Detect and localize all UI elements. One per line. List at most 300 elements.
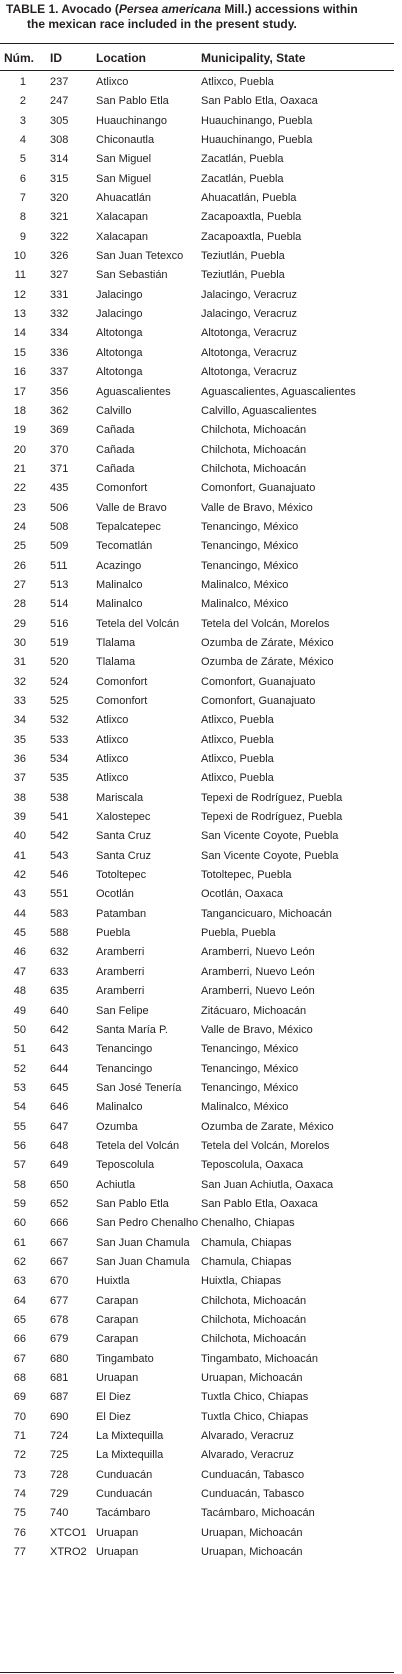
cell-num: 74 <box>13 1488 26 1501</box>
cell-num: 24 <box>13 520 26 533</box>
cell-location: Malinalco <box>96 598 143 611</box>
cell-id: 237 <box>50 76 69 88</box>
cell-num: 44 <box>13 907 26 920</box>
cell-municipality: Tenancingo, México <box>201 559 299 572</box>
cell-num: 39 <box>13 811 26 824</box>
cell-municipality: Tingambato, Michoacán <box>201 1352 318 1365</box>
cell-id: 332 <box>50 308 69 321</box>
caption-prefix: TABLE 1. Avocado ( <box>6 2 119 16</box>
cell-num: 64 <box>13 1294 26 1307</box>
cell-location: El Diez <box>96 1391 131 1404</box>
cell-id: 633 <box>50 965 69 978</box>
cell-id: 337 <box>50 366 69 379</box>
cell-num: 21 <box>13 462 26 475</box>
table-row <box>0 1040 394 1059</box>
cell-id: 729 <box>50 1488 69 1501</box>
cell-id: 648 <box>50 1139 69 1152</box>
cell-municipality: Malinalco, México <box>201 578 289 591</box>
cell-location: San Miguel <box>96 153 152 166</box>
cell-id: 525 <box>50 695 69 707</box>
cell-num: 3 <box>19 114 26 127</box>
table-top-rule <box>0 43 394 44</box>
table-caption <box>6 2 398 32</box>
cell-num: 5 <box>19 153 26 166</box>
table-row <box>0 460 394 479</box>
cell-municipality: Ozumba de Zárate, México <box>201 656 334 669</box>
cell-location: La Mixtequilla <box>96 1430 164 1443</box>
table-row <box>0 1079 394 1098</box>
cell-num: 34 <box>13 714 26 727</box>
table-row <box>0 479 394 498</box>
cell-location: Tingambato <box>96 1352 154 1365</box>
cell-location: Acazingo <box>96 559 142 572</box>
cell-municipality: Tenancingo, México <box>201 1062 299 1075</box>
cell-id: 666 <box>50 1217 69 1230</box>
cell-location: San Pedro Chenalho <box>96 1217 199 1230</box>
cell-location: Tenancingo <box>96 1043 153 1056</box>
cell-num: 14 <box>13 327 26 340</box>
table-row <box>0 131 394 150</box>
table-row <box>0 711 394 730</box>
cell-location: Atlixco <box>96 772 129 785</box>
cell-municipality: Atlixco, Puebla <box>201 76 274 88</box>
cell-id: 647 <box>50 1120 69 1133</box>
table-row <box>0 1446 394 1465</box>
cell-id: 542 <box>50 830 69 843</box>
cell-num: 27 <box>13 578 26 591</box>
cell-id: 314 <box>50 153 69 166</box>
cell-num: 61 <box>13 1236 26 1249</box>
table-row <box>0 208 394 227</box>
table-row <box>0 189 394 208</box>
cell-location: Atlixco <box>96 714 129 727</box>
cell-municipality: Comonfort, Guanajuato <box>201 675 316 688</box>
cell-location: Altotonga <box>96 346 143 359</box>
cell-num: 33 <box>13 695 26 707</box>
table-row <box>0 1466 394 1485</box>
cell-location: San Juan Tetexco <box>96 250 184 263</box>
table-row <box>0 73 394 92</box>
caption-species: Persea americana <box>118 2 221 16</box>
cell-id: XTCO1 <box>50 1526 87 1539</box>
cell-municipality: Cunduacán, Tabasco <box>201 1488 305 1501</box>
cell-num: 73 <box>13 1468 26 1481</box>
cell-id: 644 <box>50 1062 69 1075</box>
cell-municipality: Chilchota, Michoacán <box>201 443 307 456</box>
cell-location: Tepalcatepec <box>96 520 161 533</box>
cell-num: 40 <box>13 830 26 843</box>
cell-location: Ocotlán <box>96 888 134 901</box>
cell-num: 9 <box>19 230 26 243</box>
cell-id: 725 <box>50 1449 69 1462</box>
header-municipality: Municipality, State <box>201 51 306 65</box>
caption-line2: the mexican race included in the present study. <box>27 17 297 31</box>
cell-municipality: Calvillo, Aguascalientes <box>201 404 317 417</box>
table-row <box>0 769 394 788</box>
cell-num: 70 <box>13 1410 26 1423</box>
cell-location: Totoltepec <box>96 869 147 882</box>
table-row <box>0 1253 394 1272</box>
cell-id: 331 <box>50 288 69 301</box>
cell-location: Tecomatlán <box>96 540 153 553</box>
table-row <box>0 808 394 827</box>
cell-num: 26 <box>13 559 26 572</box>
cell-location: Mariscala <box>96 791 144 804</box>
cell-municipality: Huauchinango, Puebla <box>201 134 313 147</box>
cell-num: 25 <box>13 540 26 553</box>
cell-municipality: Zitácuaro, Michoacán <box>201 1004 307 1017</box>
cell-id: 336 <box>50 346 69 359</box>
cell-municipality: Zacapoaxtla, Puebla <box>201 230 302 243</box>
cell-id: 327 <box>50 269 69 282</box>
cell-location: Tenancingo <box>96 1062 153 1075</box>
cell-id: 370 <box>50 443 69 456</box>
cell-location: San José Tenería <box>96 1081 182 1094</box>
table-row <box>0 1408 394 1427</box>
cell-municipality: Zacatlán, Puebla <box>201 172 284 185</box>
cell-num: 6 <box>19 172 26 185</box>
table-row <box>0 1021 394 1040</box>
cell-num: 22 <box>13 482 26 495</box>
cell-num: 45 <box>13 927 26 940</box>
cell-location: Chiconautla <box>96 134 155 147</box>
cell-municipality: Tuxtla Chico, Chiapas <box>201 1391 309 1404</box>
cell-location: San Miguel <box>96 172 152 185</box>
cell-num: 57 <box>13 1159 26 1172</box>
cell-municipality: Chilchota, Michoacán <box>201 1314 307 1326</box>
cell-municipality: Tetela del Volcán, Morelos <box>201 617 330 630</box>
cell-location: Uruapan <box>96 1546 139 1559</box>
cell-municipality: Valle de Bravo, México <box>201 1023 313 1036</box>
cell-location: Carapan <box>96 1314 139 1326</box>
cell-id: 670 <box>50 1275 69 1288</box>
cell-num: 56 <box>13 1139 26 1152</box>
cell-id: 645 <box>50 1081 69 1094</box>
cell-location: Xalostepec <box>96 811 151 824</box>
cell-num: 58 <box>13 1178 26 1191</box>
cell-location: Aramberri <box>96 985 145 998</box>
cell-municipality: Tenancingo, México <box>201 520 299 533</box>
cell-location: Tetela del Volcán <box>96 1139 180 1152</box>
table-row <box>0 344 394 363</box>
cell-location: Huauchinango <box>96 114 167 127</box>
cell-municipality: Altotonga, Veracruz <box>201 366 298 379</box>
cell-location: Cañada <box>96 443 135 456</box>
cell-id: 322 <box>50 230 69 243</box>
cell-num: 68 <box>13 1372 26 1385</box>
table-bottom-rule <box>0 1672 394 1673</box>
table-row <box>0 1311 394 1330</box>
table-row <box>0 866 394 885</box>
cell-id: 588 <box>50 927 69 940</box>
cell-location: San Juan Chamula <box>96 1236 190 1249</box>
table-row <box>0 789 394 808</box>
table-row <box>0 305 394 324</box>
table-row <box>0 1330 394 1349</box>
table-row <box>0 1388 394 1407</box>
cell-location: Aguascalientes <box>96 385 171 398</box>
cell-location: Ozumba <box>96 1120 138 1133</box>
cell-municipality: Chamula, Chiapas <box>201 1236 292 1249</box>
cell-num: 36 <box>13 753 26 766</box>
cell-municipality: Tenancingo, México <box>201 540 299 553</box>
cell-location: Aramberri <box>96 946 145 959</box>
cell-num: 71 <box>13 1430 26 1443</box>
cell-location: Atlixco <box>96 733 129 746</box>
table-row <box>0 421 394 440</box>
cell-location: Puebla <box>96 927 131 940</box>
cell-id: 650 <box>50 1178 69 1191</box>
cell-location: Tlalama <box>96 656 136 669</box>
cell-id: 320 <box>50 192 69 205</box>
cell-num: 66 <box>13 1333 26 1346</box>
cell-municipality: Aramberri, Nuevo León <box>201 965 315 978</box>
table-row <box>0 1524 394 1543</box>
cell-num: 32 <box>13 675 26 688</box>
cell-municipality: San Juan Achiutla, Oaxaca <box>201 1178 334 1191</box>
cell-municipality: Chilchota, Michoacán <box>201 462 307 475</box>
cell-id: 308 <box>50 134 69 147</box>
table-row <box>0 1176 394 1195</box>
cell-location: Teposcolula <box>96 1159 155 1172</box>
cell-id: 681 <box>50 1372 69 1385</box>
table-row <box>0 653 394 672</box>
cell-id: 334 <box>50 327 69 340</box>
cell-location: Xalacapan <box>96 230 148 243</box>
cell-municipality: Tepexi de Rodríguez, Puebla <box>201 791 343 804</box>
cell-id: 541 <box>50 811 69 824</box>
table-row <box>0 750 394 769</box>
cell-num: 19 <box>13 424 26 437</box>
cell-location: Cunduacán <box>96 1488 153 1501</box>
cell-location: Carapan <box>96 1294 139 1307</box>
table-row <box>0 1137 394 1156</box>
cell-num: 76 <box>13 1526 26 1539</box>
cell-num: 47 <box>13 965 26 978</box>
table-row <box>0 634 394 653</box>
table-row <box>0 499 394 518</box>
cell-id: 514 <box>50 598 69 611</box>
cell-id: 535 <box>50 772 69 785</box>
cell-municipality: Ocotlán, Oaxaca <box>201 888 283 901</box>
cell-num: 50 <box>13 1023 26 1036</box>
cell-id: XTRO2 <box>50 1546 87 1559</box>
cell-location: Altotonga <box>96 327 143 340</box>
cell-location: Santa Cruz <box>96 830 152 843</box>
cell-num: 42 <box>13 869 26 882</box>
cell-municipality: Uruapan, Michoacán <box>201 1372 303 1385</box>
cell-id: 740 <box>50 1507 69 1520</box>
cell-id: 326 <box>50 250 69 263</box>
table-header-rule <box>0 70 394 71</box>
table-row <box>0 363 394 382</box>
cell-municipality: Huauchinango, Puebla <box>201 114 313 127</box>
table-row <box>0 557 394 576</box>
cell-id: 690 <box>50 1410 69 1423</box>
table-row <box>0 1002 394 1021</box>
cell-num: 8 <box>19 211 26 224</box>
table-row <box>0 112 394 131</box>
cell-num: 54 <box>13 1101 26 1114</box>
cell-num: 77 <box>13 1546 26 1559</box>
table-row <box>0 982 394 1001</box>
cell-id: 677 <box>50 1294 69 1307</box>
cell-id: 305 <box>50 114 69 127</box>
cell-id: 356 <box>50 385 69 398</box>
cell-municipality: Comonfort, Guanajuato <box>201 695 316 707</box>
cell-location: El Diez <box>96 1410 131 1423</box>
table-row <box>0 1118 394 1137</box>
table-row <box>0 92 394 111</box>
cell-id: 506 <box>50 501 69 514</box>
cell-municipality: Tangancicuaro, Michoacán <box>201 907 332 920</box>
cell-num: 37 <box>13 772 26 785</box>
table-row <box>0 827 394 846</box>
cell-num: 55 <box>13 1120 26 1133</box>
cell-num: 29 <box>13 617 26 630</box>
cell-municipality: Chilchota, Michoacán <box>201 1333 307 1346</box>
cell-municipality: Tacámbaro, Michoacán <box>201 1507 315 1520</box>
cell-municipality: San Vicente Coyote, Puebla <box>201 849 339 862</box>
cell-location: Atlixco <box>96 76 129 88</box>
cell-num: 20 <box>13 443 26 456</box>
cell-municipality: Ozumba de Zarate, México <box>201 1120 334 1133</box>
cell-location: Tacámbaro <box>96 1507 151 1520</box>
table-row <box>0 170 394 189</box>
cell-location: Santa María P. <box>96 1023 168 1036</box>
cell-location: Huixtla <box>96 1275 130 1288</box>
cell-municipality: Tetela del Volcán, Morelos <box>201 1139 330 1152</box>
cell-id: 362 <box>50 404 69 417</box>
cell-municipality: Malinalco, México <box>201 1101 289 1114</box>
cell-id: 516 <box>50 617 69 630</box>
cell-municipality: Totoltepec, Puebla <box>201 869 292 882</box>
cell-municipality: Puebla, Puebla <box>201 927 276 940</box>
table-row <box>0 383 394 402</box>
cell-id: 724 <box>50 1430 69 1443</box>
cell-location: San Felipe <box>96 1004 149 1017</box>
cell-id: 667 <box>50 1255 69 1268</box>
cell-num: 10 <box>13 250 26 263</box>
table-row <box>0 228 394 247</box>
cell-num: 11 <box>14 269 26 282</box>
cell-location: Patamban <box>96 907 147 920</box>
header-num: Núm. <box>4 51 34 65</box>
cell-municipality: Tenancingo, México <box>201 1081 299 1094</box>
cell-municipality: Tuxtla Chico, Chiapas <box>201 1410 309 1423</box>
cell-municipality: San Vicente Coyote, Puebla <box>201 830 339 843</box>
cell-municipality: Chenalho, Chiapas <box>201 1217 295 1230</box>
table-row <box>0 537 394 556</box>
cell-location: Malinalco <box>96 578 143 591</box>
cell-num: 48 <box>13 985 26 998</box>
cell-municipality: Tepexi de Rodríguez, Puebla <box>201 811 343 824</box>
cell-id: 640 <box>50 1004 69 1017</box>
cell-num: 51 <box>13 1043 26 1056</box>
cell-municipality: Chamula, Chiapas <box>201 1255 292 1268</box>
cell-location: Malinalco <box>96 1101 143 1114</box>
cell-id: 519 <box>50 636 69 649</box>
table-row <box>0 731 394 750</box>
cell-id: 678 <box>50 1314 69 1326</box>
cell-id: 687 <box>50 1391 69 1404</box>
cell-num: 23 <box>13 501 26 514</box>
cell-id: 371 <box>50 462 69 475</box>
cell-municipality: Aguascalientes, Aguascalientes <box>201 385 356 398</box>
cell-municipality: Alvarado, Veracruz <box>201 1449 294 1462</box>
cell-municipality: Aramberri, Nuevo León <box>201 985 315 998</box>
cell-municipality: Chilchota, Michoacán <box>201 424 307 437</box>
table-row <box>0 905 394 924</box>
table-row <box>0 1350 394 1369</box>
cell-num: 30 <box>13 636 26 649</box>
cell-id: 728 <box>50 1468 69 1481</box>
cell-location: Calvillo <box>96 404 132 417</box>
cell-municipality: Atlixco, Puebla <box>201 714 274 727</box>
table-row <box>0 266 394 285</box>
table-row <box>0 518 394 537</box>
cell-id: 632 <box>50 946 69 959</box>
cell-id: 635 <box>50 985 69 998</box>
cell-num: 16 <box>13 366 26 379</box>
cell-num: 1 <box>19 76 26 88</box>
table-row <box>0 1272 394 1291</box>
cell-municipality: Atlixco, Puebla <box>201 733 274 746</box>
cell-id: 315 <box>50 172 69 185</box>
table-row <box>0 885 394 904</box>
cell-municipality: Comonfort, Guanajuato <box>201 482 316 495</box>
table-row <box>0 1504 394 1523</box>
cell-municipality: Uruapan, Michoacán <box>201 1526 303 1539</box>
cell-location: San Juan Chamula <box>96 1255 190 1268</box>
cell-location: Cunduacán <box>96 1468 153 1481</box>
cell-num: 49 <box>13 1004 26 1017</box>
table-row <box>0 615 394 634</box>
cell-location: Valle de Bravo <box>96 501 167 514</box>
cell-num: 4 <box>19 134 26 147</box>
cell-num: 52 <box>13 1062 26 1075</box>
cell-location: Aramberri <box>96 965 145 978</box>
cell-location: Uruapan <box>96 1526 139 1539</box>
cell-num: 7 <box>19 192 26 205</box>
cell-municipality: Jalacingo, Veracruz <box>201 308 297 321</box>
cell-municipality: Ozumba de Zárate, México <box>201 636 334 649</box>
caption-suffix: Mill.) accessions within <box>220 2 358 16</box>
cell-num: 65 <box>13 1314 26 1326</box>
cell-id: 509 <box>50 540 69 553</box>
cell-location: Atlixco <box>96 753 129 766</box>
cell-num: 46 <box>13 946 26 959</box>
cell-id: 543 <box>50 849 69 862</box>
cell-location: Jalacingo <box>96 288 143 301</box>
table-row <box>0 692 394 711</box>
cell-id: 533 <box>50 733 69 746</box>
table-row <box>0 1214 394 1233</box>
cell-municipality: Huixtla, Chiapas <box>201 1275 282 1288</box>
table-row <box>0 1195 394 1214</box>
cell-municipality: Zacapoaxtla, Puebla <box>201 211 302 224</box>
table-row <box>0 673 394 692</box>
cell-num: 15 <box>13 346 26 359</box>
cell-num: 17 <box>13 385 26 398</box>
cell-id: 680 <box>50 1352 69 1365</box>
cell-municipality: Altotonga, Veracruz <box>201 327 298 340</box>
cell-id: 643 <box>50 1043 69 1056</box>
cell-municipality: Atlixco, Puebla <box>201 753 274 766</box>
table-row <box>0 1543 394 1562</box>
header-id: ID <box>50 51 62 65</box>
cell-id: 583 <box>50 907 69 920</box>
